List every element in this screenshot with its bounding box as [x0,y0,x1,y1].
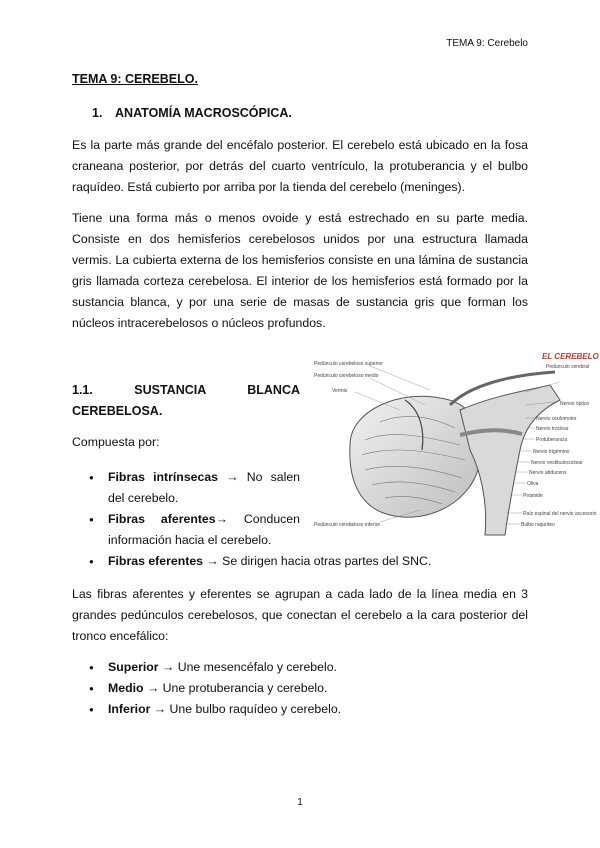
document-title: TEMA 9: CEREBELO. [72,72,198,86]
pedunculo-term: Inferior [108,702,151,716]
list-item [72,551,431,572]
pedunculos-list [72,657,341,720]
cerebellum-figure [310,350,600,540]
paragraph-pedunculos: Las fibras aferentes y eferentes se agrupan a cada lado de la línea media en 3 grandes pedúnculos cerebelosos, que conectan el cerebelo a la cara posterior del tronco encefálico: [72,587,528,643]
cerebellum-illustration [310,350,600,540]
list-item [72,657,341,678]
page-number: 1 [297,797,303,808]
fibras-term: Fibras intrínsecas [108,470,219,484]
running-header: TEMA 9: Cerebelo [446,38,528,49]
fibras-desc: → No salen del cerebelo. [108,470,300,505]
figure-label: Pedúnculo cerebral [546,364,590,370]
figure-label: Vermis [332,388,348,394]
figure-label: Nervio abducens [529,470,567,476]
subsection-heading-line2: CEREBELOSA. [72,404,163,418]
figure-label: Bulbo raquídeo [521,522,555,528]
list-item [72,467,300,509]
figure-label: Pedúnculo cerebeloso inferior [314,522,381,528]
pedunculo-desc: → Une bulbo raquídeo y cerebelo. [150,702,342,716]
figure-label: Pedúnculo cerebeloso medio [314,373,379,379]
figure-label: Nervio troclear [536,426,569,432]
list-item [72,678,341,699]
paragraph-intro: Es la parte más grande del encéfalo posterior. El cerebelo está ubicado en la fosa craneana posterior, por detrás del cuarto ventrículo, la protuberancia y el bulbo raquídeo. Está cubierto por arriba por la tienda del cerebelo (meninges). [72,138,528,194]
pedunculo-term: Medio [108,681,144,695]
figure-label: Nervio oculomotor [536,416,577,422]
list-item [72,509,300,551]
subsection-heading-line1: 1.1. SUSTANCIA BLANCA [72,383,300,397]
paragraph-shape: Tiene una forma más o menos ovoide y está estrechado en su parte media. Consiste en dos hemisferios cerebelosos unidos por una estructura llamada vermis. La cubierta externa de los hemisferios consiste en una lámina de sustancia gris llamada corteza cerebelosa. El interior de los hemisferios está formado por la sustancia blanca, y por una serie de masas de sustancia gris que forman los núcleos intracerebelosos o núcleos profundos. [72,211,528,330]
list-item [72,699,341,720]
figure-label: Protuberancia [536,437,568,443]
fibras-term: Fibras aferentes [108,512,216,526]
section-heading-text: ANATOMÍA MACROSCÓPICA. [115,106,292,120]
figure-label: Nervio óptico [560,401,590,407]
figure-label: Oliva [527,481,539,487]
subsection-heading [72,380,300,422]
pedunculo-desc: → Une mesencéfalo y cerebelo. [158,660,337,674]
section-number: 1. [92,106,103,120]
section-heading [92,106,292,120]
figure-label: Pirámide [523,493,543,499]
pedunculo-term: Superior [108,660,159,674]
figure-label: Nervio vestibulococlear [531,460,583,466]
figure-label: Pedúnculo cerebeloso superior [314,361,383,367]
figure-label: Raíz espinal del nervio accesorio [523,511,597,517]
pedunculo-desc: → Une protuberancia y cerebelo. [143,681,328,695]
fibras-term: Fibras eferentes [108,554,204,568]
fibras-desc: → Se dirigen hacia otras partes del SNC. [203,554,432,568]
figure-title: EL CEREBELO [542,352,599,361]
compuesta-label: Compuesta por: [72,435,160,449]
fibras-desc: → Conducen información hacia el cerebelo. [108,512,300,547]
figure-label: Nervio trigémino [533,449,570,455]
